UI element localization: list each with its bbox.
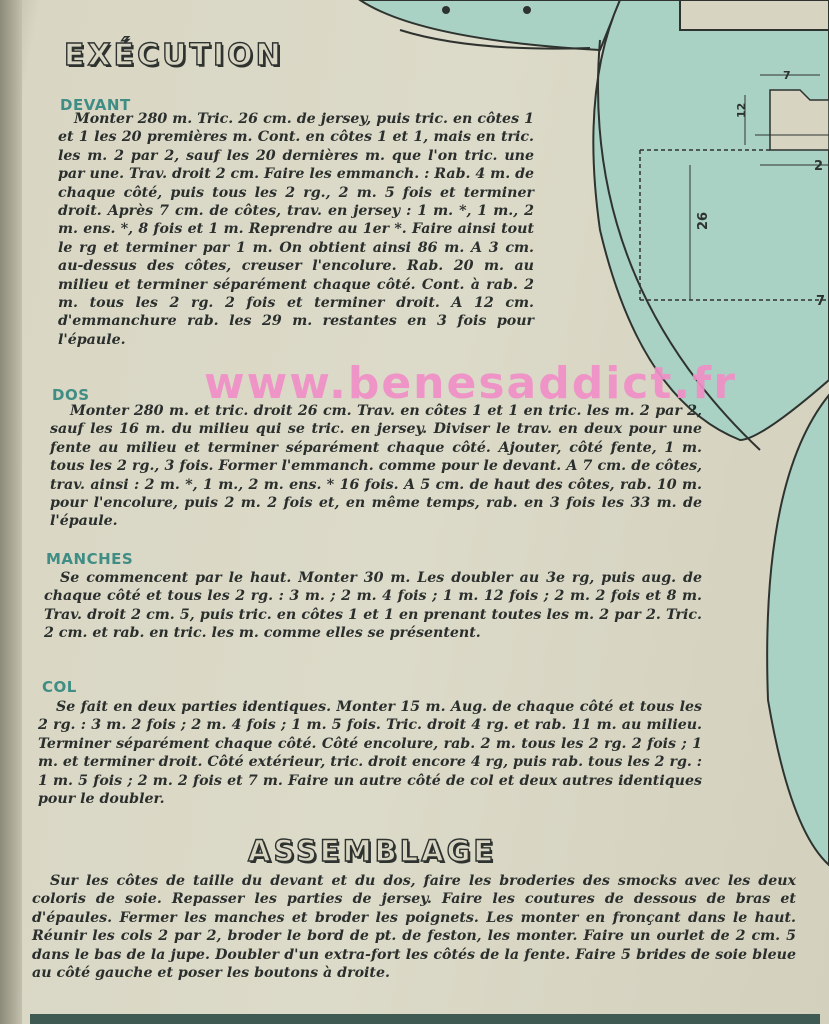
devant-text: Monter 280 m. Tric. 26 cm. de jersey, puis tric. en côtes 1 et 1 les 20 premières m. Cont. en côtes 1 et 1, mais en tric. les m. 2 par 2, sauf les 20 dernières m. que l'on tric. une par une. Trav. droit 2 cm. Faire les emmanch. : Rab. 4 m. de chaque côté, puis tous les 2 rg., 2 m. 5 fois et terminer droit. Après 7 cm. de côtes, trav. en jersey : 1 m. *, 1 m., 2 m. ens. *, 8 fois et 1 m. Reprendre au 1er *. Faire ainsi tout le rg et terminer par 1 m. On obtient ainsi 86 m. A 3 cm. au-dessus des côtes, creuser l'encolure. Rab. 20 m. au milieu et terminer séparément chaque côté. Cont. à rab. 2 m. tous les 2 rg. 2 fois et terminer droit. A 12 cm. d'emmanchure rab. les 29 m. restantes en 3 fois pour l'épaule.: [58, 111, 535, 348]
top-circle-illustration: [360, 0, 620, 50]
devant-heading: DEVANT: [60, 96, 131, 114]
diagram-label-right-upper: 2: [814, 159, 824, 174]
diagram-label-left-main: 26: [696, 211, 711, 230]
manches-heading: MANCHES: [46, 550, 134, 568]
assemblage-text: Sur les côtes de taille du devant et du dos, faire les broderies des smocks avec les deux coloris de soie. Repasser les parties de jersey. Faire les coutures de dessous de bras et d'épaules. Fermer les manches et broder les poignets. Les monter en fronçant dans le haut. Réunir les cols 2 par 2, broder le bord de pt. de feston, les monter. Faire un ourlet de 2 cm. 5 dans le bas de la jupe. Doubler d'un extra-fort les côtés de la fente. Faire 5 brides de soie bleue au côté gauche et poser les boutons à droite.: [32, 873, 796, 982]
manches-text: Se commencent par le haut. Monter 30 m. Les doubler au 3e rg, puis aug. de chaque côté et tous les 2 rg. : 3 m. ; 2 m. 4 fois ; 1 m. 12 fois ; 2 m. 2 fois et 8 m. Trav. droit 2 cm. 5, puis tric. en côtes 1 et 1 en prenant toutes les m. 2 par 2. Tric. 2 cm. et rab. en tric. les m. comme elles se présentent.: [44, 570, 702, 642]
bottom-edge-band: [30, 1014, 820, 1024]
col-heading: COL: [42, 678, 77, 696]
watermark-url: www.benesaddict.fr: [204, 358, 737, 409]
execution-title: EXÉCUTION: [64, 38, 284, 73]
diagram-label-top: 7: [783, 69, 791, 82]
diagram-label-left-upper: 12: [735, 102, 748, 118]
assemblage-title: ASSEMBLAGE: [248, 834, 497, 868]
col-text: Se fait en deux parties identiques. Monter 15 m. Aug. de chaque côté et tous les 2 rg. : 3 m. 2 fois ; 2 m. 4 fois ; 1 m. 5 fois. Tric. droit 4 rg. et rab. 11 m. au milieu. Terminer séparément chaque côté. Côté encolure, rab. 2 m. tous les 2 rg. 2 fois ; 1 m. et terminer droit. Côté extérieur, tric. droit encore 4 rg, puis rab. tous les 2 rg. : 1 m. 5 fois ; 2 m. 2 fois et 7 m. Faire un autre côté de col et deux autres identiques pour le doubler.: [38, 699, 702, 808]
diagram-label-right-lower: 7: [816, 294, 826, 309]
dos-text: Monter 280 m. et tric. droit 26 cm. Trav. en côtes 1 et 1 en tric. les m. 2 par 2, sauf les 16 m. du milieu qui se tric. en jersey. Diviser le trav. en deux pour une fente au milieu et terminer séparément chaque côté. Ajouter, côté fente, 1 m. tous les 2 rg., 3 fois. Former l'emmanch. comme pour le devant. A 7 cm. de côtes, trav. ainsi : 2 m. *, 1 m., 2 m. ens. * 16 fois. A 5 cm. de haut des côtes, rab. 10 m. pour l'encolure, puis 2 m. 2 fois et, en même temps, rab. en 3 fois les 33 m. de l'épaule.: [50, 403, 702, 530]
lower-circle-illustration: [767, 395, 829, 865]
dos-heading: DOS: [52, 386, 90, 404]
